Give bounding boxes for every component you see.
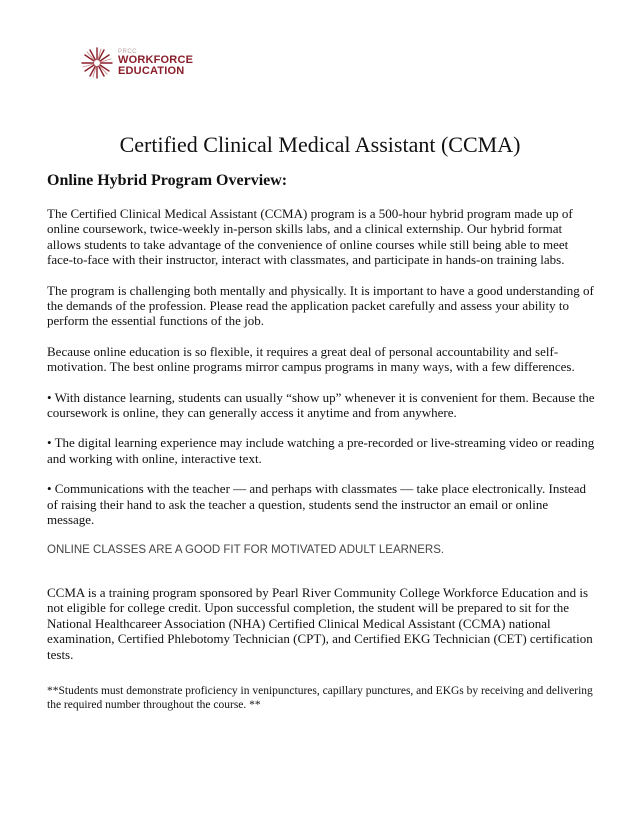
proficiency-footnote: **Students must demonstrate proficiency in venipunctures, capillary punctures, and EKGs by receiving and delivering the required number throughout the course. ** xyxy=(47,684,593,711)
bullet-distance-learning: • With distance learning, students can usually “show up” whenever it is convenient for them. Because the coursework is online, they can generally access it anytime and from anywhere. xyxy=(47,389,595,421)
section-heading: Online Hybrid Program Overview: xyxy=(47,172,288,189)
bullet-digital-experience: • The digital learning experience may include watching a pre-recorded or live-streaming video or reading and working with online, interactive text. xyxy=(47,435,595,466)
logo-prefix: PRCC xyxy=(118,49,138,55)
document-body xyxy=(47,206,595,727)
demands-paragraph: The program is challenging both mentally and physically. It is important to have a good understanding of the demands of the profession. Please read the application packet carefully and assess your ability to perform the essential functions of the job. xyxy=(47,282,594,329)
logo-line-workforce: WORKFORCE xyxy=(118,54,194,66)
workforce-education-logo xyxy=(80,46,210,82)
flexibility-paragraph: Because online education is so flexible, it requires a great deal of personal accountability and self-motivation. The best online programs mirror campus programs in many ways, with a few differences. xyxy=(47,343,575,375)
page-title: Certified Clinical Medical Assistant (CCMA) xyxy=(119,132,521,157)
motivated-learners-notice: ONLINE CLASSES ARE A GOOD FIT FOR MOTIVATED ADULT LEARNERS. xyxy=(47,543,445,556)
starburst-icon xyxy=(80,46,114,80)
ccma-sponsorship-paragraph: CCMA is a training program sponsored by Pearl River Community College Workforce Education and is not eligible for college credit. Upon successful completion, the student will be prepared to sit for the National Healthcareer Association (NHA) Certified Clinical Medical Assistant (CCMA) national examination, Certified Phlebotomy Technician (CPT), and Certified EKG Technician (CET) certification tests. xyxy=(47,584,593,662)
intro-paragraph: The Certified Clinical Medical Assistant (CCMA) program is a 500-hour hybrid program made up of online coursework, twice-weekly in-person skills labs, and a clinical externship. Our hybrid format allows students to take advantage of the convenience of online courses while still being able to meet face-to-face with their instructor, interact with classmates, and participate in hands-on training labs. xyxy=(47,206,573,268)
bullet-communications: • Communications with the teacher — and perhaps with classmates — take place electronically. Instead of raising their hand to ask the teacher a question, students send the instructor an email or online message. xyxy=(47,481,587,528)
logo-line-education: EDUCATION xyxy=(118,65,185,77)
